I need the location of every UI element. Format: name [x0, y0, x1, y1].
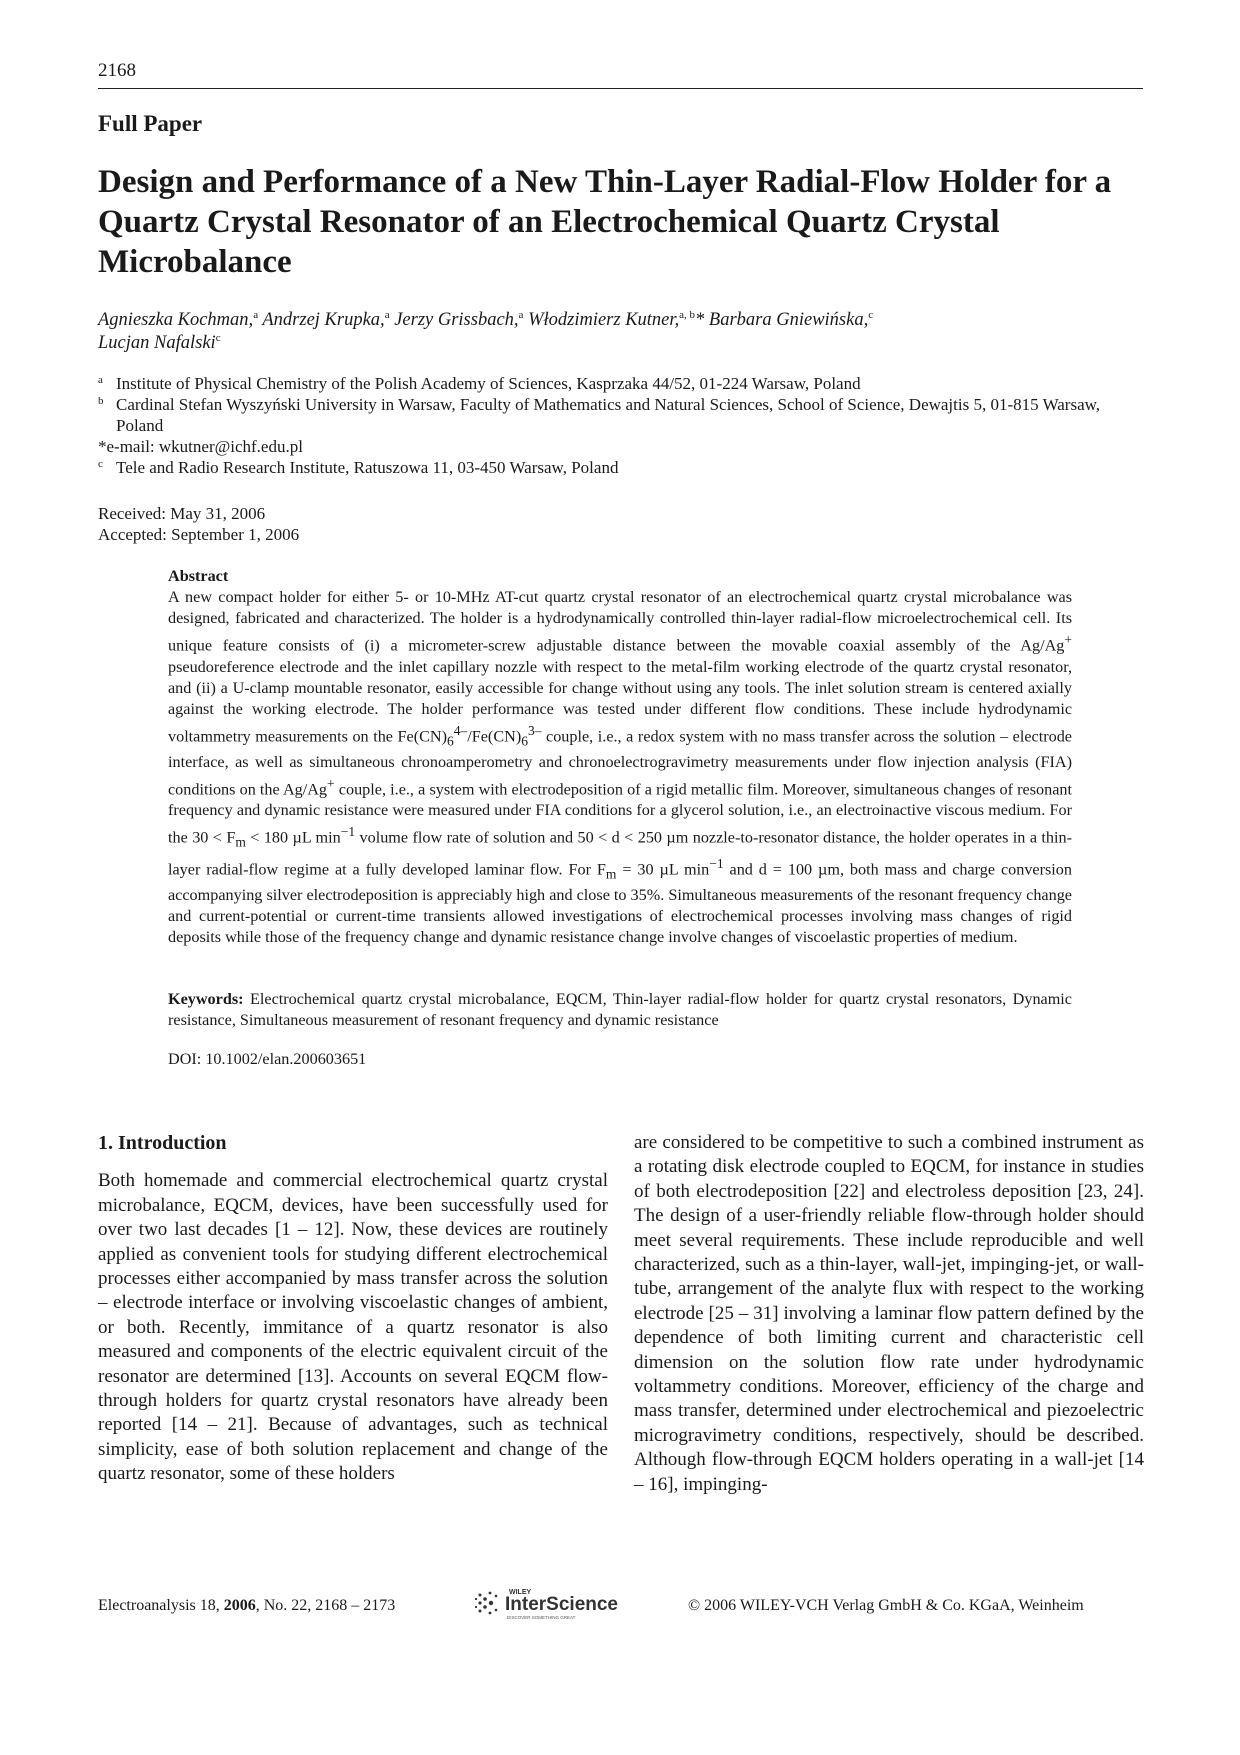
- affiliation-marker: a: [98, 374, 103, 386]
- abstract-heading: Abstract: [168, 567, 229, 585]
- author-list: [98, 309, 1098, 355]
- author-name: Lucjan Nafalski: [98, 333, 216, 353]
- journal-year: 2006: [223, 1597, 256, 1614]
- article-title: Design and Performance of a New Thin-Layer Radial-Flow Holder for a Quartz Crystal Resonator of an Electrochemical Quartz Crystal Microbalance: [98, 164, 1112, 280]
- affiliation-text: Cardinal Stefan Wyszyński University in Warsaw, Faculty of Mathematics and Natural Sciences, School of Science, Dewajtis 5, 01-815 Warsaw, Poland: [116, 395, 1101, 435]
- abstract-text: pseudoreference electrode and the inlet capillary nozzle with respect to the metal-film working electrode of the quartz crystal resonator, and (ii) a U-clamp mountable resonator, easily accessible for change without using any tools. The inlet solution stream is centered axially against the working electrode. The holder performance was tested under different flow conditions. These include hydrodynamic voltammetry measurements on the Fe(CN): [168, 657, 1072, 746]
- intro-heading: 1. Introduction: [98, 1132, 227, 1154]
- journal-citation: [98, 1597, 395, 1615]
- superscript: +: [1064, 632, 1072, 648]
- logo-main-text: InterScience: [505, 1594, 618, 1615]
- superscript: 4–: [453, 723, 468, 739]
- accepted-date: Accepted: September 1, 2006: [98, 525, 300, 544]
- affiliation-marker: b: [98, 395, 104, 407]
- keywords-text: Electrochemical quartz crystal microbalance, EQCM, Thin-layer radial-flow holder for quartz crystal resonators, Dynamic resistance, Simultaneous measurement of resonant frequency and dynamic resistance: [168, 990, 1072, 1030]
- keywords-label: Keywords:: [168, 990, 244, 1008]
- copyright: © 2006 WILEY-VCH Verlag GmbH & Co. KGaA, Weinheim: [688, 1597, 1084, 1614]
- superscript: −1: [340, 824, 356, 840]
- author-name: Agnieszka Kochman,: [98, 310, 254, 330]
- superscript: 3–: [527, 723, 542, 739]
- abstract-text: couple, i.e., a system with electrodeposition of a rigid metallic film. Moreover, simultaneous changes of resonant frequency and dynamic resistance were measured under FIA conditions for a glycerol solution, i.e., an electroinactive viscous medium. For the 30 < F: [168, 780, 1072, 847]
- journal-name: Electroanalysis 18,: [98, 1597, 224, 1614]
- keywords: [168, 989, 1072, 1031]
- intro-left-column: [98, 1131, 608, 1487]
- journal-issue: , No. 22, 2168 – 2173: [255, 1597, 396, 1614]
- author-affil-mark: a: [518, 309, 524, 321]
- author-name: Włodzimierz Kutner,: [528, 310, 680, 330]
- abstract-text: /Fe(CN): [467, 727, 522, 746]
- subscript: 6: [521, 733, 528, 749]
- abstract-text: volume flow rate of solution and 50 < d < 250 µm nozzle-to-resonator distance, the holder operates in a thin-layer radial-flow regime at a fully developed laminar flow. For F: [168, 828, 1072, 879]
- superscript: +: [327, 775, 335, 791]
- author-affil-mark: a, b: [679, 309, 696, 321]
- logo-top-text: WILEY: [509, 1589, 532, 1596]
- author-affil-mark: a: [253, 309, 259, 321]
- subscript: 6: [447, 733, 454, 749]
- author-affil-mark: c: [215, 332, 221, 344]
- affiliation-text: Institute of Physical Chemistry of the Polish Academy of Sciences, Kasprzaka 44/52, 01-224 Warsaw, Poland: [116, 374, 861, 393]
- author-name: Jerzy Grissbach,: [394, 310, 519, 330]
- section-label: Full Paper: [98, 111, 203, 136]
- affiliation-marker: c: [98, 458, 103, 470]
- subscript: m: [605, 866, 617, 882]
- logo-sub-text: DISCOVER SOMETHING GREAT: [507, 1615, 576, 1620]
- intro-paragraph: Both homemade and commercial electrochemical quartz crystal microbalance, EQCM, devices, have been successfully used for over two last decades [1 – 12]. Now, these devices are routinely applied as convenient tools for studying different electrochemical processes either accompanied by mass transfer across the solution – electrode interface or involving viscoelastic changes of ambient, or both. Recently, immitance of a quartz resonator is also measured and components of the electric equivalent circuit of the resonator are determined [13]. Accounts on several EQCM flow-through holders for quartz crystal resonators have already been reported [14 – 21]. Because of advantages, such as technical simplicity, ease of both solution replacement and change of the quartz resonator, some of these holders: [98, 1170, 608, 1485]
- abstract-text: < 180 µL min: [245, 828, 341, 847]
- author-affil-mark: a: [384, 309, 390, 321]
- affiliation-text: Tele and Radio Research Institute, Ratuszowa 11, 03-450 Warsaw, Poland: [116, 458, 619, 477]
- author-affil-mark: c: [868, 309, 874, 321]
- affiliation-a: [98, 373, 1148, 394]
- author-name: Andrzej Krupka,: [262, 310, 385, 330]
- affiliation-c: [98, 457, 1148, 478]
- abstract-text: A new compact holder for either 5- or 10-MHz AT-cut quartz crystal resonator of an electrochemical quartz crystal microbalance was designed, fabricated and characterized. The holder is a hydrodynamically controlled thin-layer radial-flow microelectrochemical cell. Its unique feature consists of (i) a micrometer-screw adjustable distance between the movable coaxial assembly of the Ag/Ag: [168, 588, 1072, 655]
- received-date: Received: May 31, 2006: [98, 504, 266, 523]
- interscience-logo: [473, 1583, 633, 1623]
- abstract-text: and d = 100 µm, both mass and charge conversion accompanying silver electrodeposition is appreciably high and close to 35%. Simultaneous measurements of the resonant frequency change and current-potential or current-time transients allowed investigations of electrochemical processes involving mass changes of rigid deposits while those of the frequency change and dynamic resistance change involve changes of viscoelastic properties of medium.: [168, 860, 1072, 947]
- interscience-logo-mark: [473, 1583, 633, 1623]
- intro-right-column: are considered to be competitive to such a combined instrument as a rotating disk electrode coupled to EQCM, for instance in studies of both electrodeposition [22] and electroless deposition [23, 24]. The design of a user-friendly reliable flow-through holder should meet several requirements. These include reproducible and well characterized, such as a thin-layer, wall-jet, impinging-jet, or wall-tube, arrangement of the analyte flux with respect to the working electrode [25 – 31] involving a laminar flow pattern defined by the dependence of both limiting current and characteristic cell dimension on the solution flow rate under hydrodynamic voltammetry conditions. Moreover, efficiency of the charge and mass transfer, determined under electrochemical and piezoelectric microgravimetry conditions, respectively, should be described. Although flow-through EQCM holders operating in a wall-jet [14 – 16], impinging-: [634, 1132, 1144, 1495]
- header-rule: [98, 88, 1143, 89]
- author-name: * Barbara Gniewińska,: [695, 310, 869, 330]
- abstract-text: = 30 µL min: [616, 860, 710, 879]
- page-number: 2168: [98, 60, 136, 81]
- subscript: m: [235, 835, 246, 851]
- article-dates: [98, 503, 299, 545]
- doi: DOI: 10.1002/elan.200603651: [168, 1050, 367, 1068]
- abstract-text: couple, i.e., a redox system with no mass transfer across the solution – electrode interface, as well as simultaneous chronoamperometry and chronoelectrogravimetry measurements under flow injection analysis (FIA) conditions on the Ag/Ag: [168, 727, 1072, 799]
- corresponding-email: *e-mail: wkutner@ichf.edu.pl: [98, 437, 303, 456]
- abstract: [168, 566, 1072, 948]
- superscript: −1: [709, 856, 724, 872]
- affiliation-b: [98, 394, 1138, 436]
